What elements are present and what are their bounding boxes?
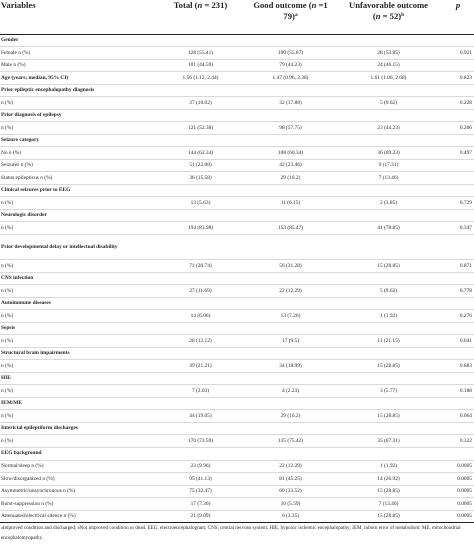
header-p-value: p [455,0,461,10]
row-label: n (%) [1,362,14,369]
cell-p-value [442,372,474,385]
row-label: Asymmetric/unsynchronous n (%) [1,488,76,495]
cell-total [155,447,246,460]
cell-unfavorable-outcome: 11 (21.15) [377,337,400,344]
cell-p-value [442,159,474,172]
cell-p-value [442,322,474,335]
cell-unfavorable-outcome [335,109,442,122]
cell-good-outcome: 135 (75.42) [277,437,304,444]
row-label: n (%) [1,99,14,106]
cell-unfavorable-outcome: 9 (17.31) [378,162,399,169]
cell-p-value: 0.0005 [457,500,472,507]
cell-p-value: 0.729 [459,199,472,206]
row-label: Seizures n (%) [1,162,33,169]
row-label: n (%) [1,287,14,294]
cell-good-outcome: 56 (31.28) [279,262,302,269]
table-section-row [0,109,474,122]
cell-p-value [442,397,474,410]
table-section-row [0,84,474,97]
cell-good-outcome [246,372,335,385]
header-unfavorable-outcome: Unfavorable outcome (n = 52)$^b$ [348,0,428,21]
cell-unfavorable-outcome [335,272,442,285]
cell-good-outcome: 13 (7.26) [280,312,301,319]
row-label: Prior developmental delay or intellectual disability [1,243,118,250]
cell-unfavorable-outcome [335,447,442,460]
table-row [0,159,474,172]
table-section-row [0,322,474,335]
cell-total: 170 (73.59) [187,437,214,444]
cell-p-value [442,109,474,122]
table-section-row [0,34,474,47]
cell-good-outcome: 29 (16.2) [280,174,301,181]
cell-good-outcome: 10 (5.59) [280,500,301,507]
cell-unfavorable-outcome [335,184,442,197]
cell-unfavorable-outcome: 14 (26.92) [377,475,400,482]
cell-unfavorable-outcome [335,397,442,410]
cell-good-outcome [246,297,335,310]
cell-good-outcome [246,84,335,97]
table-row [0,485,474,498]
cell-good-outcome [246,109,335,122]
cell-good-outcome [246,184,335,197]
cell-total: 75 (32.47) [189,488,212,495]
cell-p-value: 0.883 [459,362,472,369]
row-label: Gender [1,37,19,44]
header-total: Total (n = 231) [173,0,228,10]
table-row [0,385,474,398]
table-section-row [0,235,474,260]
cell-good-outcome: 17 (9.5) [281,337,300,344]
row-label: n (%) [1,224,14,231]
row-label: Prior epileptic encephalopathy diagnosis [1,87,95,94]
cell-p-value [442,84,474,97]
cell-good-outcome [246,347,335,360]
table-section-row [0,184,474,197]
cell-total: 144 (62.34) [187,149,214,156]
cell-good-outcome: 98 (57.75) [279,124,302,131]
row-label: No n (%) [1,149,22,156]
cell-unfavorable-outcome: 15 (28.85) [377,513,400,520]
cell-p-value: 0.276 [459,312,472,319]
cell-total [155,347,246,360]
cell-good-outcome [246,322,335,335]
cell-total: 95 (41.13) [189,475,212,482]
table-row [0,335,474,348]
cell-unfavorable-outcome: 36 (69.23) [377,149,400,156]
table-row [0,435,474,448]
table-section-row [0,297,474,310]
cell-unfavorable-outcome: 15 (28.85) [377,262,400,269]
cell-p-value [442,422,474,435]
cell-unfavorable-outcome [335,134,442,147]
cell-good-outcome: 1.47 (0.96, 2.38) [272,74,309,81]
cell-total [155,322,246,335]
table-row [0,222,474,235]
cell-good-outcome: 29 (16.2) [280,412,301,419]
cell-total: 27 (11.69) [189,287,212,294]
cell-unfavorable-outcome: 41 (78.85) [377,224,400,231]
cell-p-value [442,59,474,72]
row-label: Status epilepticus n (%) [1,174,53,181]
table-row [0,510,474,523]
cell-good-outcome [246,422,335,435]
cell-total: 7 (3.03) [191,387,210,394]
cell-total [155,397,246,410]
cell-total [155,235,246,260]
cell-p-value [442,209,474,222]
cell-p-value [442,297,474,310]
row-label: n (%) [1,437,14,444]
cell-unfavorable-outcome: 7 (13.46) [378,174,399,181]
cell-good-outcome [246,209,335,222]
row-label: n (%) [1,262,14,269]
cell-good-outcome: 42 (23.46) [279,162,302,169]
cell-p-value [442,172,474,185]
table-section-row [0,272,474,285]
cell-p-value: 0.322 [459,437,472,444]
cell-p-value: 0.347 [459,224,472,231]
table-row [0,410,474,423]
row-label: Structural brain impairments [1,350,70,357]
cell-total [155,184,246,197]
row-label: n (%) [1,199,14,206]
cell-p-value: 0.228 [459,99,472,106]
cell-unfavorable-outcome [335,297,442,310]
cell-total [155,372,246,385]
row-label: n (%) [1,412,14,419]
cell-unfavorable-outcome [335,235,442,260]
cell-p-value: 0.0005 [457,513,472,520]
cell-p-value [442,134,474,147]
cell-unfavorable-outcome [335,209,442,222]
table-row [0,97,474,110]
table-row [0,460,474,473]
cell-total: 71 (30.74) [189,262,212,269]
cell-unfavorable-outcome: 5 (9.62) [379,287,398,294]
row-label: IEM/ME [1,400,22,407]
row-label: n (%) [1,387,14,394]
cell-good-outcome: 22 (12.29) [279,463,302,470]
cell-unfavorable-outcome: 24 (46.15) [377,62,400,69]
row-label: Interictal epileptiform discharges [1,425,78,432]
cell-unfavorable-outcome: 15 (28.85) [377,362,400,369]
cell-p-value: 0.0005 [457,475,472,482]
cell-total: 21 (9.09) [190,513,211,520]
row-label: Prior diagnosis of epilepsy [1,112,62,119]
row-label: Neurologic disorder [1,212,47,219]
table-section-row [0,447,474,460]
cell-unfavorable-outcome: 28 (53.85) [377,49,400,56]
table-section-row [0,422,474,435]
cell-p-value [442,34,474,47]
cell-total: 1.56 (1.12, 2.44) [182,74,219,81]
cell-total: 51 (22.08) [189,162,212,169]
cell-total: 17 (7.36) [190,500,211,507]
cell-total [155,422,246,435]
cell-unfavorable-outcome: 35 (67.31) [377,437,400,444]
cell-p-value: 0.778 [459,287,472,294]
table-section-row [0,72,474,85]
row-label: Slow/disorganized n (%) [1,475,55,482]
cell-p-value [442,347,474,360]
cell-total [155,297,246,310]
row-label: Seizure category [1,137,40,144]
cell-good-outcome [246,235,335,260]
row-label: Burst-suppression n (%) [1,500,54,507]
cell-p-value: 0.064 [459,412,472,419]
table-row [0,59,474,72]
table-row [0,197,474,210]
cell-good-outcome: 32 (17.88) [279,99,302,106]
cell-total: 14 (6.06) [190,312,211,319]
cell-total: 128 (55.41) [187,49,214,56]
row-label: n (%) [1,124,14,131]
row-label: n (%) [1,337,14,344]
cell-total: 36 (15.58) [189,174,212,181]
table-row [0,147,474,160]
table-section-row [0,347,474,360]
cell-good-outcome: 108 (60.34) [277,149,304,156]
row-label: EEG background [1,450,42,457]
table-row [0,260,474,273]
table-row [0,360,474,373]
cell-total [155,109,246,122]
row-label: Male n (%) [1,62,26,69]
cell-good-outcome [246,34,335,47]
cell-total: 101 (44.59) [187,62,214,69]
row-label: Attenuated/electrical silence n (%) [1,513,76,520]
cell-p-value: 0.921 [459,49,472,56]
cell-total [155,272,246,285]
cell-unfavorable-outcome: 7 (13.46) [378,500,399,507]
table-section-row [0,397,474,410]
cell-total: 13 (5.63) [190,199,211,206]
cell-good-outcome: 81 (45.25) [279,475,302,482]
table-row [0,310,474,323]
cell-p-value: 0.206 [459,124,472,131]
row-label: Sepsis [1,325,16,332]
cell-good-outcome: 79 (44.23) [279,62,302,69]
cell-good-outcome: 34 (18.99) [279,362,302,369]
cell-good-outcome: 100 (55.87) [277,49,304,56]
row-label: Female n (%) [1,49,31,56]
row-label: Normal/sleep n (%) [1,463,44,470]
cell-p-value [442,184,474,197]
table-body [0,34,474,523]
cell-good-outcome [246,447,335,460]
header-variables: Variables [1,0,36,10]
cell-total: 37 (16.02) [189,99,212,106]
cell-total: 44 (19.05) [189,412,212,419]
cell-p-value: 0.188 [459,387,472,394]
cell-unfavorable-outcome [335,347,442,360]
cell-total: 194 (83.98) [187,224,214,231]
cell-p-value: 0.041 [459,337,472,344]
cell-p-value [442,272,474,285]
cell-total: 49 (21.21) [189,362,212,369]
row-label: HIE [1,375,11,382]
table-section-row [0,372,474,385]
cell-unfavorable-outcome [335,84,442,97]
header-good-outcome: Good outcome (n =1 79)$^a$ [253,0,328,21]
cell-p-value: 0.0005 [457,488,472,495]
cell-total [155,209,246,222]
cell-unfavorable-outcome: 3 (5.77) [379,387,398,394]
cell-unfavorable-outcome [335,422,442,435]
cell-unfavorable-outcome: 15 (28.85) [377,412,400,419]
cell-good-outcome [246,397,335,410]
cell-unfavorable-outcome [335,372,442,385]
cell-good-outcome: 6 (3.35) [281,513,300,520]
cell-good-outcome: 22 (12.29) [279,287,302,294]
cell-good-outcome: 60 (33.52) [279,488,302,495]
cell-unfavorable-outcome [335,322,442,335]
cell-unfavorable-outcome: 2 (3.85) [379,199,398,206]
cell-unfavorable-outcome: 1 (1.92) [379,463,398,470]
table-row [0,47,474,60]
cell-total [155,84,246,97]
cell-p-value [442,235,474,260]
table-section-row [0,134,474,147]
cell-total [155,134,246,147]
table-row [0,498,474,511]
cell-good-outcome: 4 (2.23) [281,387,300,394]
cell-p-value: 0.0005 [457,463,472,470]
cell-unfavorable-outcome: 1.61 (1.06, 2.68) [370,74,407,81]
table-row [0,172,474,185]
row-label: Age (years; median, 95% CI) [1,74,69,81]
table-section-row [0,209,474,222]
table-row [0,285,474,298]
cell-p-value: 0.823 [459,74,472,81]
table-footnote: $^a$Improved condition and discharged; $^b$Not improved condition or dead. EEG, electroencephalogram; CNS, central nervous system; HIE, hypoxic ischemic encephalopathy; IEM, inborn error of metabolism; ME, mitochondrial encephalomyopathy. [1,525,461,541]
table-header [0,0,474,34]
table-row [0,122,474,135]
row-label: CNS infection [1,275,34,282]
cell-good-outcome [246,134,335,147]
cell-p-value [442,447,474,460]
cell-unfavorable-outcome [335,34,442,47]
cell-p-value: 0.871 [459,262,472,269]
cell-total [155,34,246,47]
cell-total: 121 (52.38) [187,124,214,131]
table-row [0,473,474,486]
cell-unfavorable-outcome: 5 (9.62) [379,99,398,106]
cell-p-value: 0.497 [459,149,472,156]
row-label: n (%) [1,312,14,319]
row-label: Clinical seizures prior to EEG [1,187,71,194]
cell-total: 23 (9.96) [190,463,211,470]
cell-good-outcome [246,272,335,285]
cell-unfavorable-outcome: 23 (44.23) [377,124,400,131]
cell-unfavorable-outcome: 15 (28.85) [377,488,400,495]
cell-good-outcome: 11 (6.15) [280,199,301,206]
cell-unfavorable-outcome: 1 (1.92) [379,312,398,319]
cell-good-outcome: 153 (85.47) [277,224,304,231]
row-label: Autoimmune diseases [1,300,51,307]
cell-total: 28 (12.12) [189,337,212,344]
